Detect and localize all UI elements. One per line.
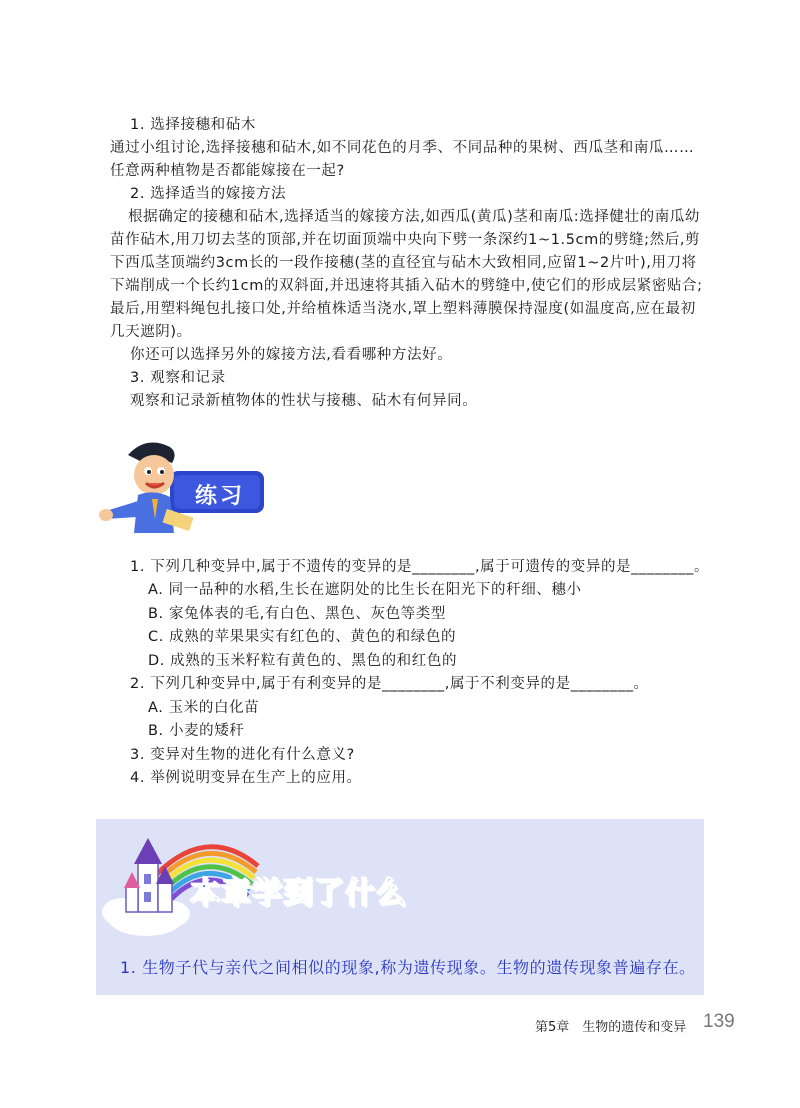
summary-point-1: 1. 生物子代与亲代之间相似的现象,称为遗传现象。生物的遗传现象普遍存在。 [120, 958, 696, 977]
question-3: 3. 变异对生物的进化有什么意义? [130, 747, 355, 763]
q1-option-d: D. 成熟的玉米籽粒有黄色的、黑色的和红色的 [148, 653, 458, 669]
castle-icon [124, 838, 174, 912]
practice-label: 练习 [195, 484, 246, 509]
step2-extra: 你还可以选择另外的嫁接方法,看看哪种方法好。 [130, 347, 453, 363]
page-number: 139 [703, 1011, 735, 1032]
question-1: 1. 下列几种变异中,属于不遗传的变异的是________,属于可遗传的变异的是________。 [130, 559, 710, 575]
q2-option-a: A. 玉米的白化苗 [148, 700, 260, 716]
q2-option-b: B. 小麦的矮秆 [148, 723, 245, 739]
question-4: 4. 举例说明变异在生产上的应用。 [130, 770, 362, 786]
step2-title: 2. 选择适当的嫁接方法 [130, 186, 287, 202]
q1-option-b: B. 家兔体表的毛,有白色、黑色、灰色等类型 [148, 606, 446, 622]
step2-text: 根据确定的接穗和砧木,选择适当的嫁接方法,如西瓜(黄瓜)茎和南瓜:选择健壮的南瓜幼苗作砧木,用刀切去茎的顶部,并在切面顶端中央向下劈一条深约1~1.5cm的劈缝;然后,剪下西瓜茎顶端约3cm长的一段作接穗(茎的直径宜与砧木大致相同,应留1~2片叶),用刀将下端削成一个长约1cm的双斜面,并迅速将其插入砧木的劈缝中,使它们的形成层紧密贴合;最后,用塑料绳包扎接口处,并给植株适当浇水,罩上塑料薄膜保持湿度(如温度高,应在最初几天遮阴)。 [110, 209, 703, 340]
footer-chapter: 第5章 生物的遗传和变异 [535, 1020, 687, 1035]
step1-text: 通过小组讨论,选择接穗和砧木,如不同花色的月季、不同品种的果树、西瓜茎和南瓜……任意两种植物是否都能嫁接在一起? [110, 140, 695, 179]
step3-text: 观察和记录新植物体的性状与接穗、砧木有何异同。 [130, 393, 478, 409]
practice-banner [98, 437, 273, 547]
step1-title: 1. 选择接穗和砧木 [130, 117, 256, 133]
step3-title: 3. 观察和记录 [130, 370, 226, 386]
q1-option-a: A. 同一品种的水稻,生长在遮阴处的比生长在阳光下的秆细、穗小 [148, 582, 582, 598]
summary-title: 本章学到了什么 [190, 876, 407, 911]
q1-option-c: C. 成熟的苹果果实有红色的、黄色的和绿色的 [148, 629, 457, 645]
question-2: 2. 下列几种变异中,属于有利变异的是________,属于不利变异的是________。 [130, 676, 649, 692]
